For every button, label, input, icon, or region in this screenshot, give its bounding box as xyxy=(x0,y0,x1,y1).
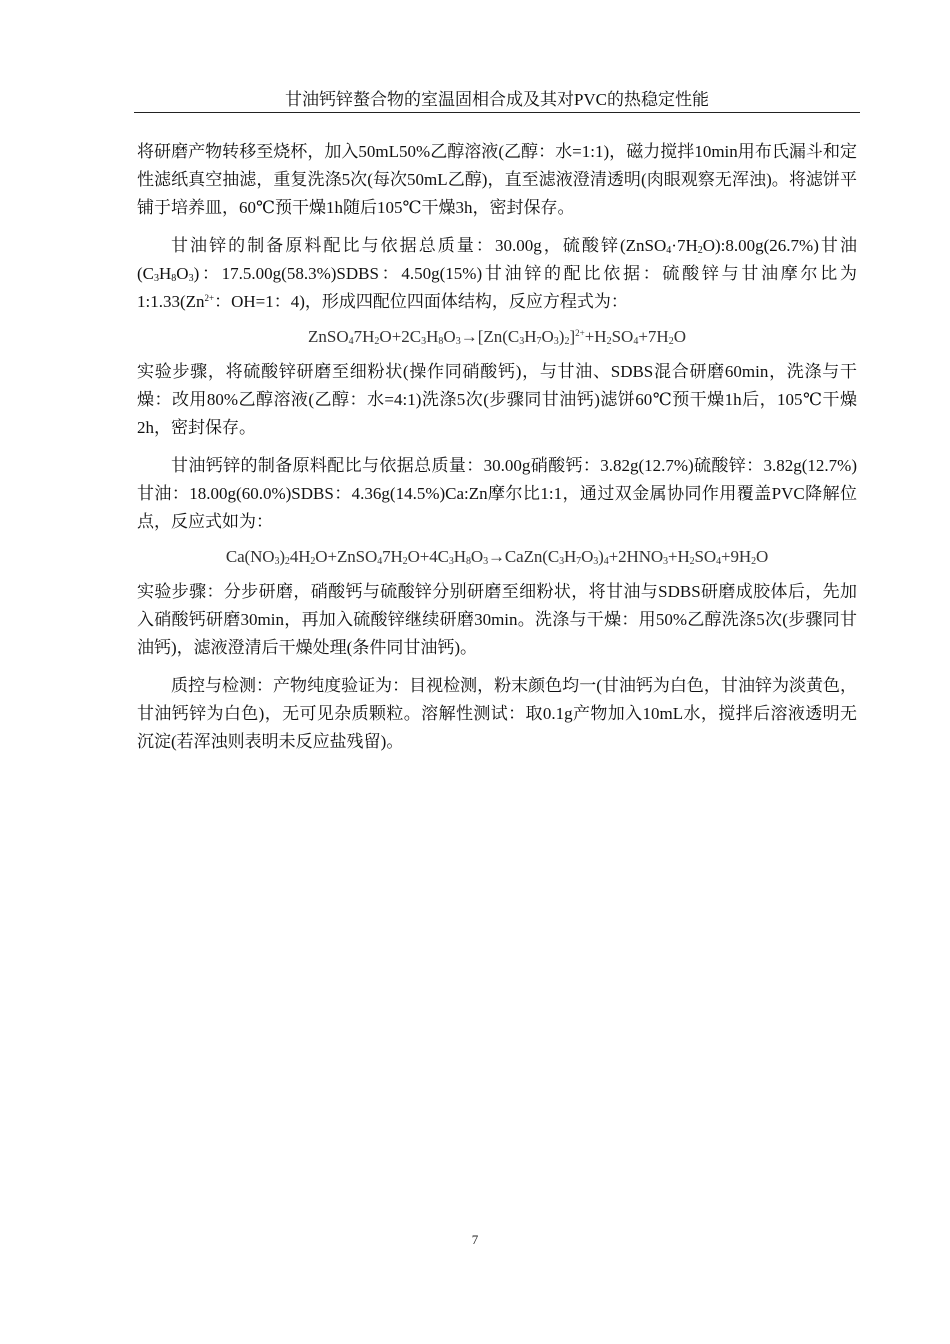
eq2-sub: 2 xyxy=(689,556,695,567)
eq2-sub: 3 xyxy=(448,556,454,567)
p2-sub: 3 xyxy=(188,273,194,284)
eq1-sub: 3 xyxy=(519,336,525,347)
eq1-term: ] xyxy=(569,327,576,346)
eq1-sub: 2 xyxy=(564,336,570,347)
eq2-sub: 3 xyxy=(559,556,564,567)
p2-sub: 8 xyxy=(171,273,177,284)
eq1-term: ) xyxy=(558,327,565,346)
eq2-term: H xyxy=(453,547,466,566)
eq2-term: Ca(NO xyxy=(225,547,275,566)
p2-text-c: O):8.00g(26.7%)甘油(C xyxy=(137,236,857,283)
eq2-term: +2HNO xyxy=(608,547,664,566)
eq1-sub: 8 xyxy=(438,336,444,347)
eq2-sub: 8 xyxy=(465,556,471,567)
p2-text-d: H xyxy=(159,264,172,283)
p2-text-b: ·7H xyxy=(671,236,698,255)
eq1-term: O xyxy=(443,327,456,346)
eq2-sub: 3 xyxy=(593,556,599,567)
eq2-term: O xyxy=(755,547,769,566)
eq1-term: +7H xyxy=(638,327,669,346)
eq2-sub: 2 xyxy=(284,556,290,567)
eq1-sub: 2 xyxy=(668,336,674,347)
eq2-term: SO xyxy=(694,547,717,566)
eq1-term: ZnSO xyxy=(308,327,349,346)
eq2-sub: 7 xyxy=(576,556,582,567)
eq2-sub: 2 xyxy=(402,556,408,567)
eq2-sub: 3 xyxy=(274,556,280,567)
eq2-sub: 3 xyxy=(483,556,488,567)
p2-text-f: )：17.5.00g(58.3%)SDBS：4.50g(15%)甘油锌的配比依据：硫酸锌与甘油摩尔比为1:1.33(Zn xyxy=(137,264,857,311)
eq2-term: O xyxy=(581,547,594,566)
eq2-term: ) xyxy=(279,547,285,566)
eq1-sub: 4 xyxy=(633,336,639,347)
header-divider xyxy=(134,112,860,113)
eq1-sub: 2 xyxy=(606,336,612,347)
p2-text-g: ：OH=1：4)，形成四配位四面体结构，反应方程式为： xyxy=(214,292,628,311)
eq2-term: ) xyxy=(598,547,604,566)
eq2-sub: 4 xyxy=(716,556,721,567)
eq1-term: 7H xyxy=(353,327,375,346)
page-number: 7 xyxy=(471,1232,479,1247)
eq1-sub: 3 xyxy=(553,336,559,347)
eq1-sub: 2 xyxy=(374,336,380,347)
eq2-sub: 4 xyxy=(377,556,383,567)
eq2-sub: 3 xyxy=(663,556,668,567)
eq1-sub: 3 xyxy=(455,336,461,347)
document-body xyxy=(137,138,857,756)
eq1-term: SO xyxy=(611,327,634,346)
p2-sub: 4 xyxy=(666,245,672,256)
eq2-sub: 2 xyxy=(751,556,756,567)
eq2-term: 4H xyxy=(289,547,311,566)
eq1-sup: 2+ xyxy=(575,328,585,338)
eq2-term: 7H xyxy=(382,547,403,566)
reaction-equation-zinc-glycerolate xyxy=(137,324,857,350)
paragraph-zinc-glycerolate-ratio xyxy=(137,232,857,316)
eq1-term: →[Zn(C xyxy=(460,327,520,346)
eq1-term: O xyxy=(541,327,554,346)
eq1-sub: 3 xyxy=(421,336,427,347)
eq2-term: →CaZn(C xyxy=(487,547,560,566)
reaction-equation-calcium-zinc xyxy=(137,544,857,570)
p2-text-e: O xyxy=(176,264,189,283)
eq2-sub: 4 xyxy=(603,556,609,567)
eq1-term: O xyxy=(673,327,686,346)
paragraph-quality-control: 质控与检测：产物纯度验证为：目视检测，粉末颜色均一(甘油钙为白色，甘油锌为淡黄色，甘油钙锌为白色)，无可见杂质颗粒。溶解性测试：取0.1g产物加入10mL水，搅拌后溶液透明无沉淀(若浑浊则表明未反应盐残留)。 xyxy=(137,676,857,751)
eq1-term: +H xyxy=(584,327,607,346)
eq1-sub: 7 xyxy=(536,336,542,347)
eq2-sub: 2 xyxy=(310,556,316,567)
eq2-term: H xyxy=(563,547,577,566)
eq2-term: +9H xyxy=(720,547,752,566)
paragraph-zinc-procedure: 实验步骤，将硫酸锌研磨至细粉状(操作同硝酸钙)，与甘油、SDBS混合研磨60min，洗涤与干燥：改用80%乙醇溶液(乙醇：水=4:1)洗涤5次(步骤同甘油钙)滤饼60℃预干燥1h后，105℃干燥2h，密封保存。 xyxy=(137,362,857,437)
eq2-term: O xyxy=(470,547,484,566)
paragraph-calcium-zinc-procedure: 实验步骤：分步研磨，硝酸钙与硫酸锌分别研磨至细粉状，将甘油与SDBS研磨成胶体后，先加入硝酸钙研磨30min，再加入硫酸锌继续研磨30min。洗涤与干燥：用50%乙醇洗涤5次(步骤同甘油钙)，滤液澄清后干燥处理(条件同甘油钙)。 xyxy=(137,582,857,657)
paragraph-calcium-zinc-ratio: 甘油钙锌的制备原料配比与依据总质量：30.00g硝酸钙：3.82g(12.7%)硫酸锌：3.82g(12.7%)甘油：18.00g(60.0%)SDBS：4.36g(14.5%)Ca:Zn摩尔比1:1，通过双金属协同作用覆盖PVC降解位点，反应式如为： xyxy=(137,456,857,531)
p2-sup: 2+ xyxy=(204,293,215,303)
eq2-term: O+ZnSO xyxy=(315,547,378,566)
eq2-term: O+4C xyxy=(407,547,449,566)
eq1-sub: 4 xyxy=(348,336,354,347)
paragraph-washing-drying-calcium: 将研磨产物转移至烧杯，加入50mL50%乙醇溶液(乙醇：水=1:1)，磁力搅拌10min用布氏漏斗和定性滤纸真空抽滤，重复洗涤5次(每次50mL乙醇)，直至滤液澄清透明(肉眼观察无浑浊)。将滤饼平铺于培养皿，60℃预干燥1h随后105℃干燥3h，密封保存。 xyxy=(137,142,857,217)
p2-text-a: 甘油锌的制备原料配比与依据总质量：30.00g，硫酸锌(ZnSO xyxy=(171,236,667,255)
eq1-term: H xyxy=(426,327,439,346)
eq1-term: H xyxy=(524,327,537,346)
p2-sub: 2 xyxy=(697,245,703,256)
p2-sub: 3 xyxy=(154,273,159,284)
eq1-term: O+2C xyxy=(379,327,422,346)
eq2-term: +H xyxy=(667,547,690,566)
running-header: 甘油钙锌螯合物的室温固相合成及其对PVC的热稳定性能 xyxy=(284,90,710,109)
